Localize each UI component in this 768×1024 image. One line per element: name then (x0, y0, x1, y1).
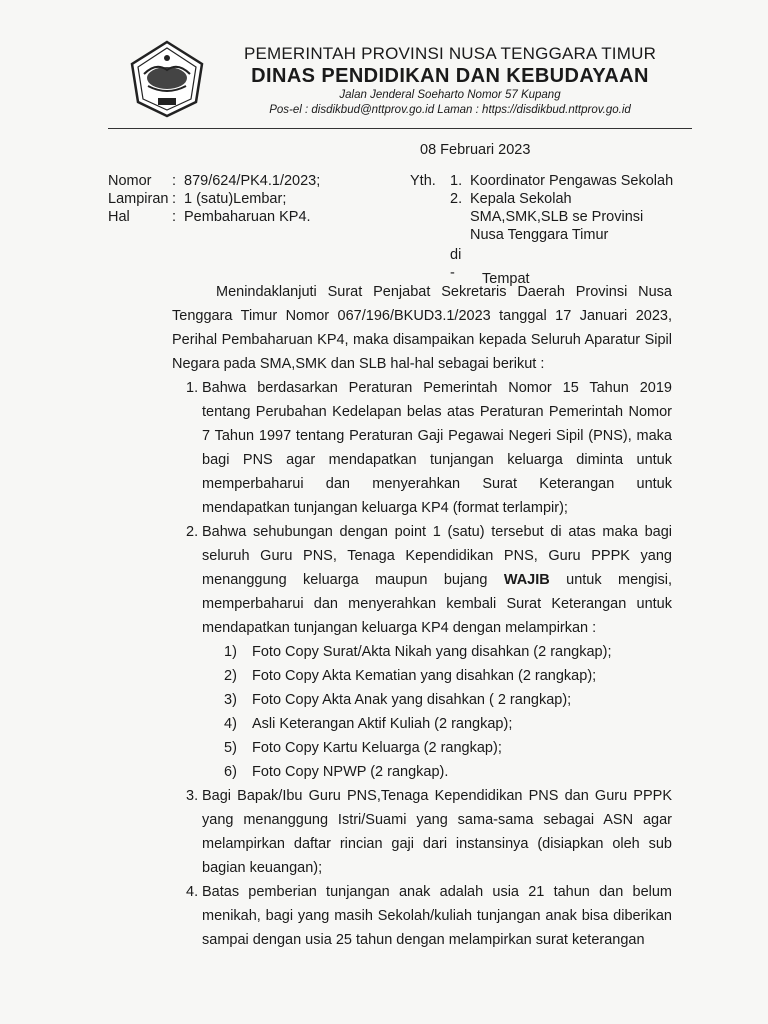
meta-nomor (108, 172, 320, 190)
meta-value: 879/624/PK4.1/2023; (184, 173, 321, 189)
department-name: DINAS PENDIDIKAN DAN KEBUDAYAAN (251, 65, 649, 87)
addressee-place: Tempat (482, 271, 530, 287)
meta-label: Lampiran (108, 191, 169, 207)
attachments-list (202, 640, 672, 784)
attachment-item: 6) Foto Copy NPWP (2 rangkap). (224, 764, 449, 780)
points-list (172, 376, 672, 952)
attachment-item: 4) Asli Keterangan Aktif Kuliah (2 rangkap); (224, 716, 513, 732)
point-item: 4. Batas pemberian tunjangan anak adalah usia 21 tahun dan belum menikah, bagi yang masih Sekolah/kuliah tunjangan anak bisa diberikan sampai dengan usia 25 tahun dengan melampirkan surat keterangan (186, 884, 672, 948)
point-item: 2. Bahwa sehubungan dengan point 1 (satu) tersebut di atas maka bagi seluruh Guru PNS, Tenaga Kependidikan PNS, Guru PPPK yang menanggung keluarga maupun bujang WAJIB untuk mengisi, memperbaharui dan menyerahkan kembali Surat Keterangan untuk mendapatkan tunjangan keluarga KP4 dengan melampirkan : 1) Foto Copy Surat/Akta Nikah yang disahkan (2 rangkap); 2) Foto Copy Akta Kematian yang disahkan (2 rangkap); 3) Foto Copy Akta Anak yang disahkan ( 2 rangkap); 4) Asli Keterangan Aktif Kuliah (2 rangkap); 5) Foto Copy Kartu Keluarga (2 rangkap); 6) Foto Copy NPWP (2 rangkap). (186, 520, 672, 784)
point-item: 3. Bagi Bapak/Ibu Guru PNS,Tenaga Kependidikan PNS dan Guru PPPK yang menanggung Istri/Suami yang sama-sama sebagai ASN agar melampirkan daftar rincian gaji dari instansinya (disiapkan oleh sub bagian keuangan); (186, 788, 672, 876)
point-item: 1. Bahwa berdasarkan Peraturan Pemerintah Nomor 15 Tahun 2019 tentang Perubahan Kedelapan belas atas Peraturan Pemerintah Nomor 7 Tahun 1997 tentang Peraturan Gaji Pegawai Negeri Sipil (PNS), maka bagi PNS agar mendapatkan tunjangan keluarga diminta untuk memperbaharui dan menyerahkan Surat Keterangan untuk mendapatkan tunjangan keluarga KP4 (format terlampir); (186, 380, 672, 516)
provincial-emblem-icon (128, 40, 206, 118)
letter-meta (108, 172, 320, 226)
point2-text: Bahwa sehubungan dengan point 1 (satu) tersebut di atas maka bagi seluruh Guru PNS, Tenaga Kependidikan PNS, Guru PPPK yang menanggung keluarga maupun bujang WAJIB untuk mengisi, memperbaharui dan menyerahkan kembali Surat Keterangan untuk mendapatkan tunjangan keluarga KP4 dengan melampirkan : (202, 524, 672, 636)
meta-colon: : (172, 209, 177, 225)
letter-date: 08 Februari 2023 (420, 142, 531, 158)
meta-colon: : (172, 191, 177, 207)
meta-value: 1 (satu)Lembar; (184, 191, 287, 207)
meta-hal (108, 208, 320, 226)
addressee-item: 1. Koordinator Pengawas Sekolah (450, 173, 674, 189)
meta-lampiran (108, 190, 320, 208)
government-name: PEMERINTAH PROVINSI NUSA TENGGARA TIMUR (243, 44, 657, 63)
letterhead (210, 44, 690, 118)
meta-colon: : (172, 173, 177, 189)
office-address: Jalan Jenderal Soeharto Nomor 57 Kupang (339, 89, 561, 101)
letter-body (172, 280, 672, 952)
addressee-di: di - (450, 247, 462, 281)
meta-label: Nomor (108, 173, 152, 189)
attachment-item: 5) Foto Copy Kartu Keluarga (2 rangkap); (224, 740, 502, 756)
attachment-item: 3) Foto Copy Akta Anak yang disahkan ( 2 rangkap); (224, 692, 572, 708)
office-contact: Pos-el : disdikbud@nttprov.go.id Laman : https://disdikbud.nttprov.go.id (269, 104, 631, 116)
meta-value: Pembaharuan KP4. (184, 209, 311, 225)
required-emphasis: WAJIB (503, 572, 550, 588)
addressee-item: 2. Kepala Sekolah SMA,SMK,SLB se Provinsi Nusa Tenggara Timur (450, 191, 644, 243)
letterhead-divider (108, 128, 692, 129)
meta-label: Hal (108, 209, 130, 225)
attachment-item: 2) Foto Copy Akta Kematian yang disahkan (2 rangkap); (224, 668, 597, 684)
addressee-label: Yth. (410, 173, 436, 189)
intro-paragraph: Menindaklanjuti Surat Penjabat Sekretaris Daerah Provinsi Nusa Tenggara Timur Nomor 067/196/BKUD3.1/2023 tanggal 17 Januari 2023, Perihal Pembaharuan KP4, maka disampaikan kepada Seluruh Aparatur Sipil Negara pada SMA,SMK dan SLB hal-hal sebagai berikut : (172, 284, 672, 372)
addressee-list (450, 172, 750, 244)
attachment-item: 1) Foto Copy Surat/Akta Nikah yang disahkan (2 rangkap); (224, 644, 612, 660)
